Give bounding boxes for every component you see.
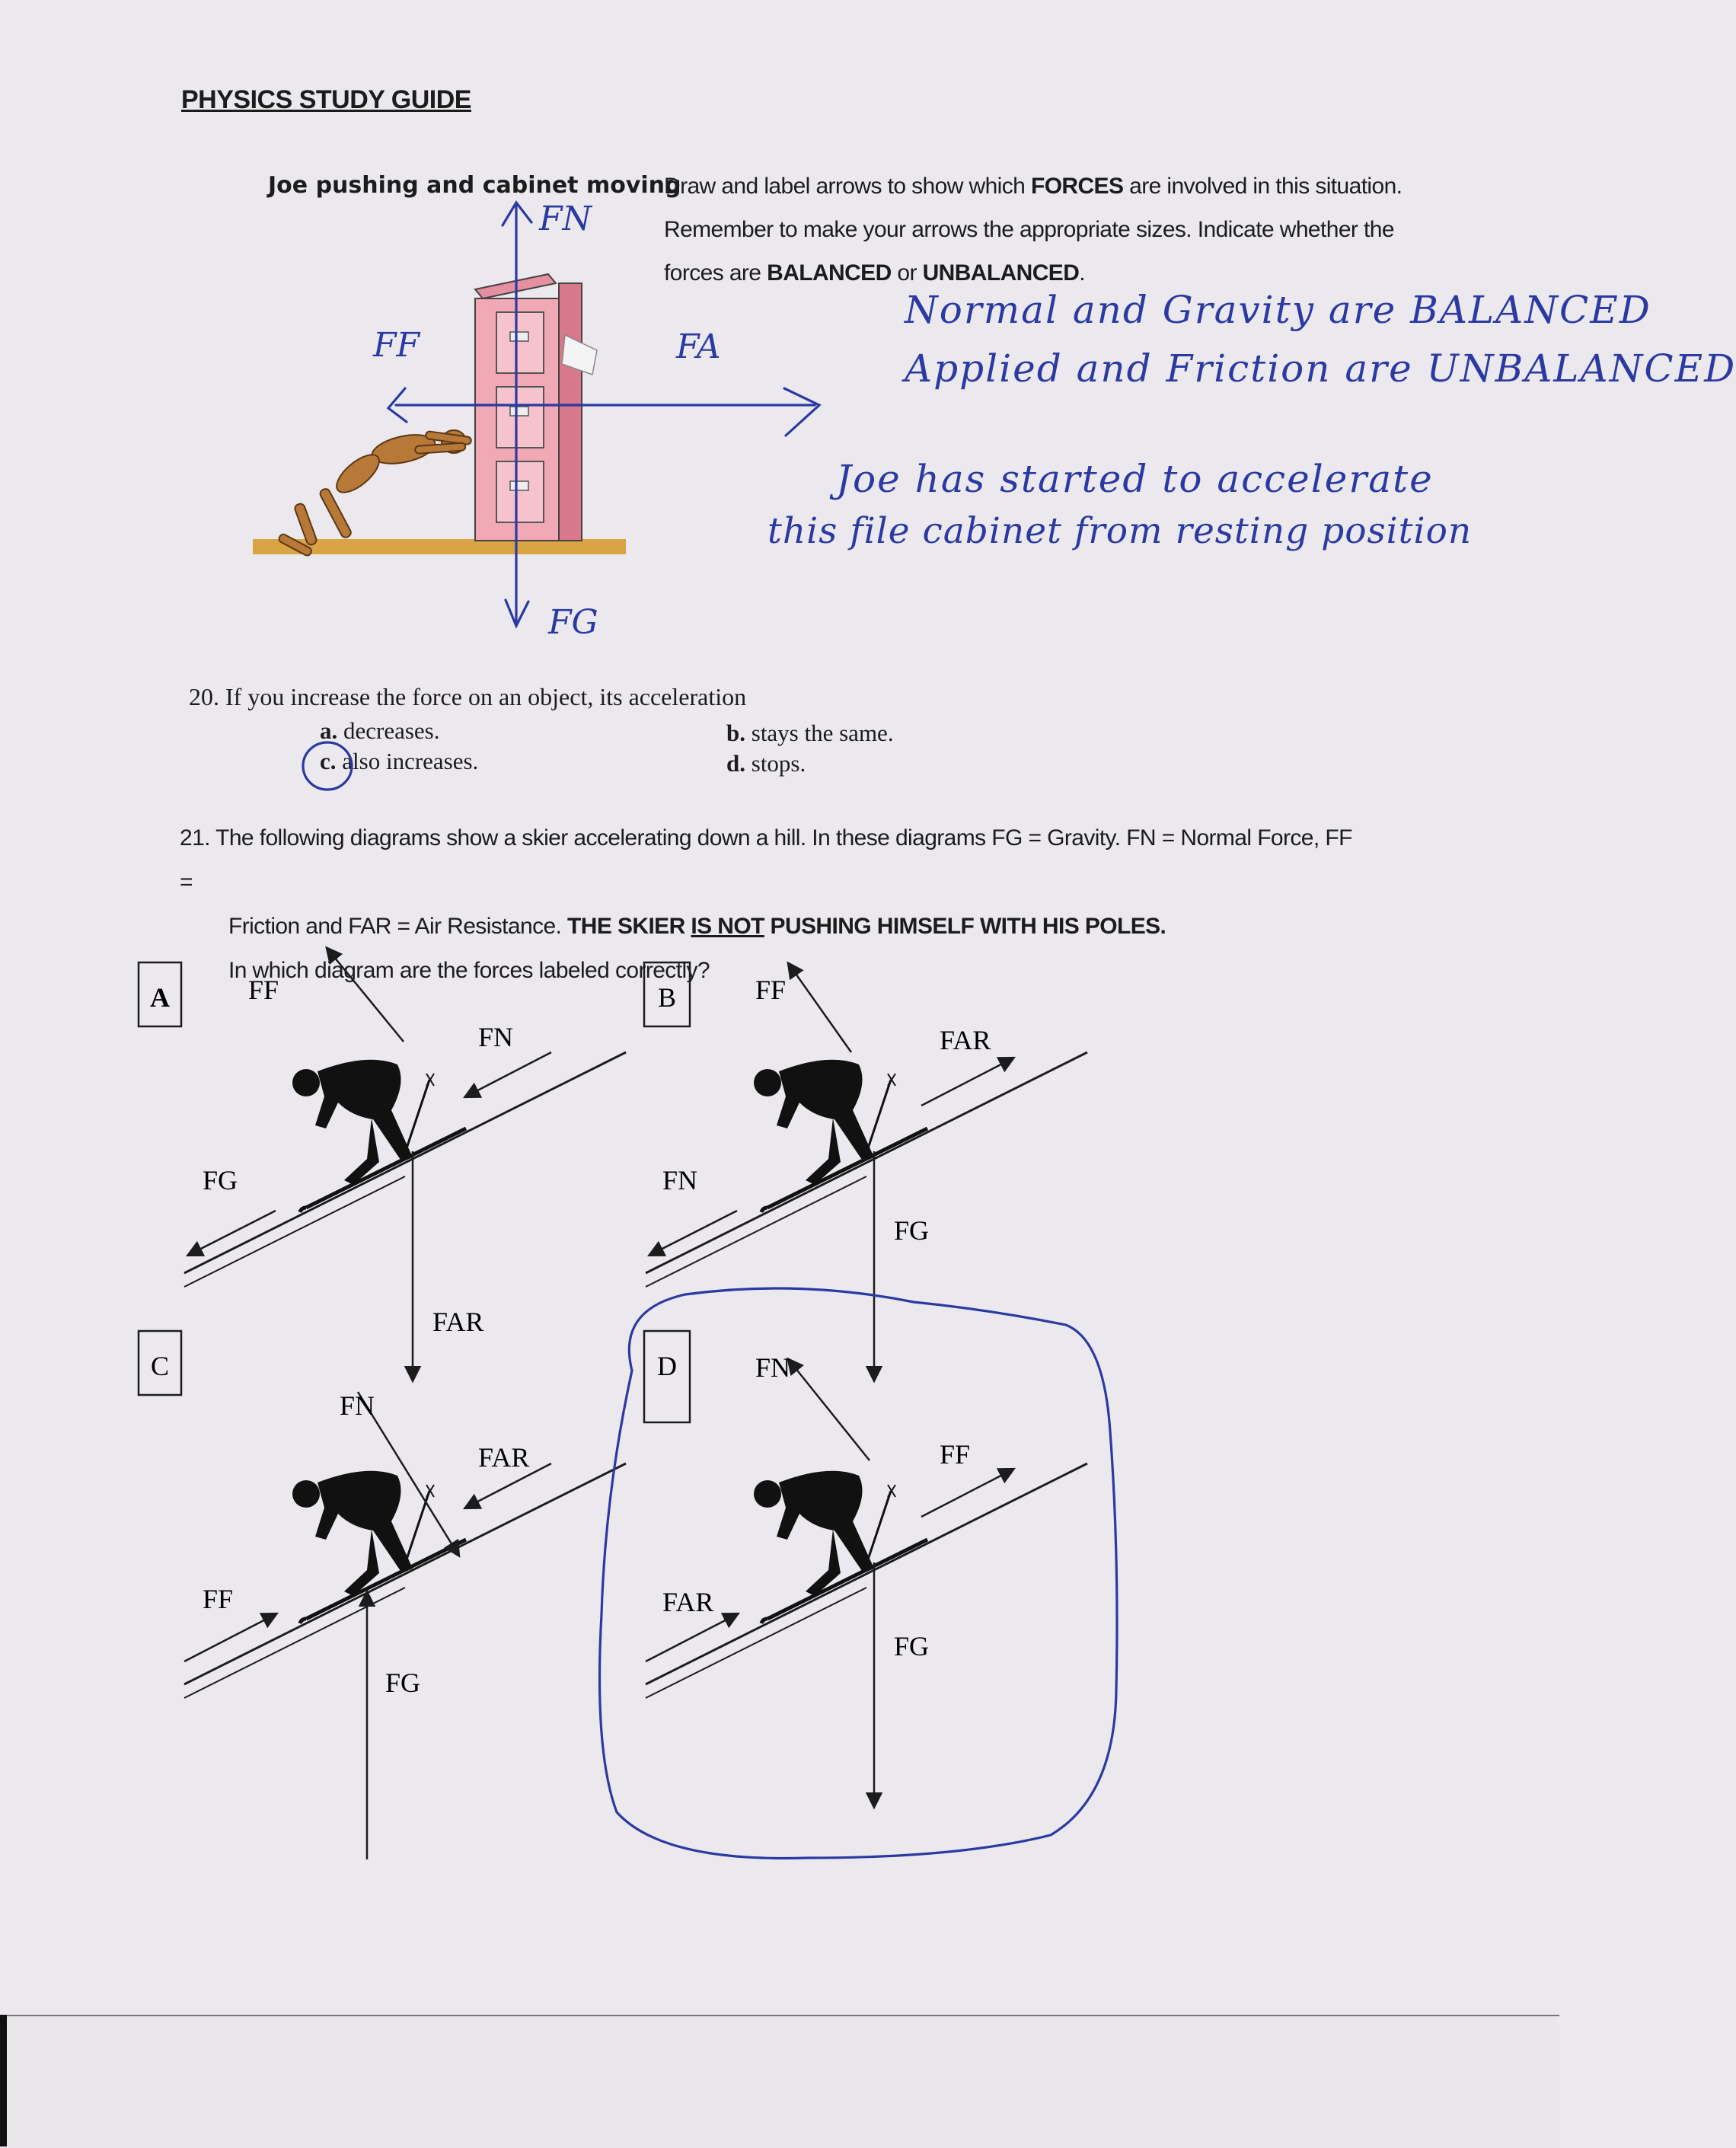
a-slope-arrow-right	[466, 1052, 551, 1096]
skier-diagrams	[0, 944, 1559, 1934]
a-label-left: FG	[203, 1165, 238, 1195]
q20-option-a: a. decreases.	[320, 717, 440, 744]
question-20-stem: 20. If you increase the force on an object, its acceleration	[189, 683, 747, 710]
joe-mannequin	[278, 430, 472, 557]
page-title: PHYSICS STUDY GUIDE	[181, 85, 471, 114]
c-label-top-left: FN	[340, 1390, 375, 1421]
b-label-down: FG	[894, 1215, 930, 1246]
file-cabinet	[475, 274, 597, 541]
c-label-down: FG	[385, 1668, 421, 1698]
diagram-d	[646, 1360, 1087, 1806]
scan-margin	[0, 2015, 1559, 2148]
diagram-letter-d: D	[657, 1351, 677, 1381]
b-label-left: FN	[662, 1165, 698, 1195]
q20-option-c: c. also increases.	[320, 748, 479, 774]
d-label-left: FAR	[662, 1587, 714, 1617]
fa-label: FA	[676, 327, 721, 366]
b-label-top-left: FF	[755, 975, 787, 1005]
a-label-top-right: FN	[478, 1022, 514, 1052]
c-slope-arrow-left	[184, 1614, 276, 1661]
a-label-down: FAR	[432, 1307, 484, 1337]
c-label-left: FF	[203, 1584, 234, 1614]
c-label-top-right: FAR	[478, 1442, 530, 1473]
a-up-arrow	[327, 949, 404, 1042]
q20-option-d: d. stops.	[726, 750, 806, 777]
answer-line-4: this file cabinet from resting position	[767, 510, 1473, 552]
d-label-top-left: FN	[755, 1352, 791, 1383]
fg-label: FG	[548, 603, 598, 642]
question-21-text: 21. The following diagrams show a skier accelerating down a hill. In these diagrams FG = Gravity. FN = Normal Force, FF = Friction and FAR = Air Resistance. THE SKIER IS NOT PUSHING HIMSELF WITH HIS POLES. In which diagram are the forces labeled correctly?	[180, 825, 1352, 983]
d-up-arrow	[789, 1360, 870, 1460]
scan-edge	[0, 2015, 7, 2146]
q20-answer-circle	[297, 737, 358, 795]
diagram-c	[184, 1392, 626, 1859]
fn-label: FN	[539, 199, 592, 238]
diagram-letter-c: C	[150, 1351, 170, 1381]
diagram-a	[184, 949, 626, 1380]
answer-line-2: Applied and Friction are UNBALANCED	[905, 346, 1736, 391]
b-up-arrow	[789, 964, 851, 1052]
a-label-top-left: FF	[248, 975, 279, 1005]
diagram-letter-a: A	[150, 982, 170, 1013]
d-label-top-right: FF	[940, 1439, 971, 1470]
answer-line-1: Normal and Gravity are BALANCED	[905, 288, 1651, 332]
diagram-letter-b: B	[657, 982, 677, 1013]
b-slope-arrow-right	[921, 1058, 1013, 1106]
scene-title: Joe pushing and cabinet moving	[268, 172, 681, 199]
scene-instructions: Draw and label arrows to show which FORCES are involved in this situation. Remember to make your arrows the appropriate sizes. Indicate whether the forces are BALANCED or UNBALANCED.	[664, 174, 1403, 286]
d-slope-arrow-right	[921, 1470, 1013, 1517]
d-slope-arrow-left	[646, 1614, 737, 1661]
q20-option-b: b. stays the same.	[726, 720, 894, 746]
cabinet-scene-illustration	[0, 0, 1559, 685]
ff-label: FF	[373, 326, 420, 365]
b-label-top-right: FAR	[940, 1025, 991, 1055]
d-label-down: FG	[894, 1631, 930, 1661]
answer-line-3: Joe has started to accelerate	[836, 457, 1434, 501]
